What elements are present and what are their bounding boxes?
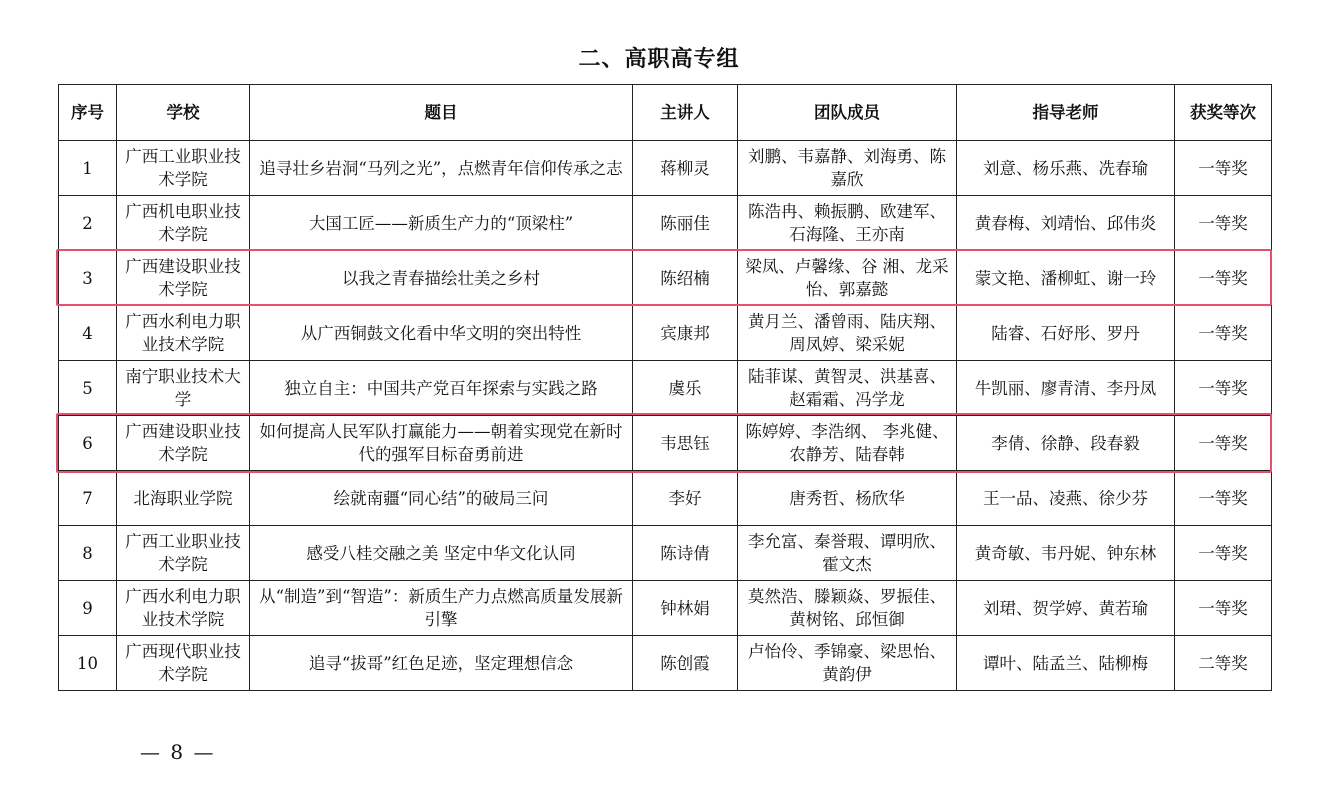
header-speaker: 主讲人 xyxy=(633,85,738,141)
cell-school: 广西现代职业技术学院 xyxy=(117,636,250,691)
page-number: — 8 — xyxy=(140,740,216,764)
header-title: 题目 xyxy=(250,85,633,141)
cell-speaker: 蒋柳灵 xyxy=(633,141,738,196)
cell-speaker: 李好 xyxy=(633,471,738,526)
cell-award: 一等奖 xyxy=(1175,526,1272,581)
cell-advisors: 刘珺、贺学婷、黄若瑜 xyxy=(957,581,1175,636)
cell-school: 南宁职业技术大学 xyxy=(117,361,250,416)
cell-speaker: 陈丽佳 xyxy=(633,196,738,251)
cell-award: 一等奖 xyxy=(1175,471,1272,526)
cell-speaker: 陈绍楠 xyxy=(633,251,738,306)
cell-title: 大国工匠——新质生产力的“顶梁柱” xyxy=(250,196,633,251)
table-row xyxy=(59,581,1272,636)
cell-award: 一等奖 xyxy=(1175,416,1272,471)
cell-no: 9 xyxy=(59,581,117,636)
cell-no: 7 xyxy=(59,471,117,526)
table-row xyxy=(59,416,1272,471)
table-row xyxy=(59,196,1272,251)
header-no: 序号 xyxy=(59,85,117,141)
cell-members: 刘鹏、韦嘉静、刘海勇、陈嘉欣 xyxy=(738,141,957,196)
document-title: 二、高职高专组 xyxy=(578,47,740,72)
table-row xyxy=(59,361,1272,416)
table-row xyxy=(59,526,1272,581)
cell-speaker: 虞乐 xyxy=(633,361,738,416)
cell-title: 追寻壮乡岩洞“马列之光”，点燃青年信仰传承之志 xyxy=(250,141,633,196)
cell-school: 广西水利电力职业技术学院 xyxy=(117,306,250,361)
cell-school: 广西建设职业技术学院 xyxy=(117,251,250,306)
cell-speaker: 韦思钰 xyxy=(633,416,738,471)
header-school: 学校 xyxy=(117,85,250,141)
cell-title: 绘就南疆“同心结”的破局三问 xyxy=(250,471,633,526)
header-members: 团队成员 xyxy=(738,85,957,141)
cell-members: 黄月兰、潘曾雨、陆庆翔、周凤婷、梁采妮 xyxy=(738,306,957,361)
cell-advisors: 牛凯丽、廖青清、李丹凤 xyxy=(957,361,1175,416)
cell-title: 从“制造”到“智造”：新质生产力点燃高质量发展新引擎 xyxy=(250,581,633,636)
cell-no: 1 xyxy=(59,141,117,196)
cell-school: 广西工业职业技术学院 xyxy=(117,526,250,581)
cell-speaker: 宾康邦 xyxy=(633,306,738,361)
cell-advisors: 陆睿、石妤彤、罗丹 xyxy=(957,306,1175,361)
cell-members: 唐秀哲、杨欣华 xyxy=(738,471,957,526)
cell-speaker: 钟林娟 xyxy=(633,581,738,636)
cell-school: 广西建设职业技术学院 xyxy=(117,416,250,471)
cell-speaker: 陈诗倩 xyxy=(633,526,738,581)
cell-school: 广西机电职业技术学院 xyxy=(117,196,250,251)
cell-members: 陆菲谋、黄智灵、洪基喜、赵霜霜、冯学龙 xyxy=(738,361,957,416)
cell-school: 广西工业职业技术学院 xyxy=(117,141,250,196)
cell-members: 陈婷婷、李浩纲、 李兆健、农静芳、陆春韩 xyxy=(738,416,957,471)
cell-advisors: 黄春梅、刘靖怡、邱伟炎 xyxy=(957,196,1175,251)
cell-advisors: 蒙文艳、潘柳虹、谢一玲 xyxy=(957,251,1175,306)
table-row xyxy=(59,471,1272,526)
cell-no: 3 xyxy=(59,251,117,306)
cell-award: 一等奖 xyxy=(1175,251,1272,306)
cell-award: 二等奖 xyxy=(1175,636,1272,691)
table-body xyxy=(59,141,1272,691)
cell-title: 感受八桂交融之美 坚定中华文化认同 xyxy=(250,526,633,581)
cell-school: 北海职业学院 xyxy=(117,471,250,526)
header-row xyxy=(59,85,1272,141)
cell-award: 一等奖 xyxy=(1175,581,1272,636)
cell-members: 李允富、秦誉瑕、谭明欣、霍文杰 xyxy=(738,526,957,581)
cell-advisors: 刘意、杨乐燕、冼春瑜 xyxy=(957,141,1175,196)
cell-no: 4 xyxy=(59,306,117,361)
table-header xyxy=(59,85,1272,141)
cell-speaker: 陈创霞 xyxy=(633,636,738,691)
cell-advisors: 王一品、凌燕、徐少芬 xyxy=(957,471,1175,526)
table-row xyxy=(59,141,1272,196)
awards-table xyxy=(58,84,1272,691)
cell-title: 以我之青春描绘壮美之乡村 xyxy=(250,251,633,306)
cell-title: 追寻“拔哥”红色足迹，坚定理想信念 xyxy=(250,636,633,691)
cell-members: 莫然浩、滕颖焱、罗振佳、黄树铭、邱恒御 xyxy=(738,581,957,636)
table-row xyxy=(59,306,1272,361)
cell-award: 一等奖 xyxy=(1175,306,1272,361)
cell-members: 陈浩冉、赖振鹏、欧建军、石海隆、王亦南 xyxy=(738,196,957,251)
cell-advisors: 黄奇敏、韦丹妮、钟东林 xyxy=(957,526,1175,581)
cell-title: 从广西铜鼓文化看中华文明的突出特性 xyxy=(250,306,633,361)
cell-advisors: 谭叶、陆孟兰、陆柳梅 xyxy=(957,636,1175,691)
header-advisors: 指导老师 xyxy=(957,85,1175,141)
cell-advisors: 李倩、徐静、段春毅 xyxy=(957,416,1175,471)
cell-award: 一等奖 xyxy=(1175,141,1272,196)
cell-school: 广西水利电力职业技术学院 xyxy=(117,581,250,636)
cell-no: 10 xyxy=(59,636,117,691)
cell-award: 一等奖 xyxy=(1175,196,1272,251)
cell-no: 8 xyxy=(59,526,117,581)
header-award: 获奖等次 xyxy=(1175,85,1272,141)
cell-title: 独立自主：中国共产党百年探索与实践之路 xyxy=(250,361,633,416)
table-row xyxy=(59,251,1272,306)
cell-award: 一等奖 xyxy=(1175,361,1272,416)
cell-no: 6 xyxy=(59,416,117,471)
cell-no: 5 xyxy=(59,361,117,416)
table-row xyxy=(59,636,1272,691)
cell-members: 卢怡伶、季锦豪、梁思怡、黄韵伊 xyxy=(738,636,957,691)
cell-members: 梁凤、卢馨缘、谷 湘、龙采怡、郭嘉懿 xyxy=(738,251,957,306)
cell-no: 2 xyxy=(59,196,117,251)
cell-title: 如何提高人民军队打赢能力——朝着实现党在新时代的强军目标奋勇前进 xyxy=(250,416,633,471)
